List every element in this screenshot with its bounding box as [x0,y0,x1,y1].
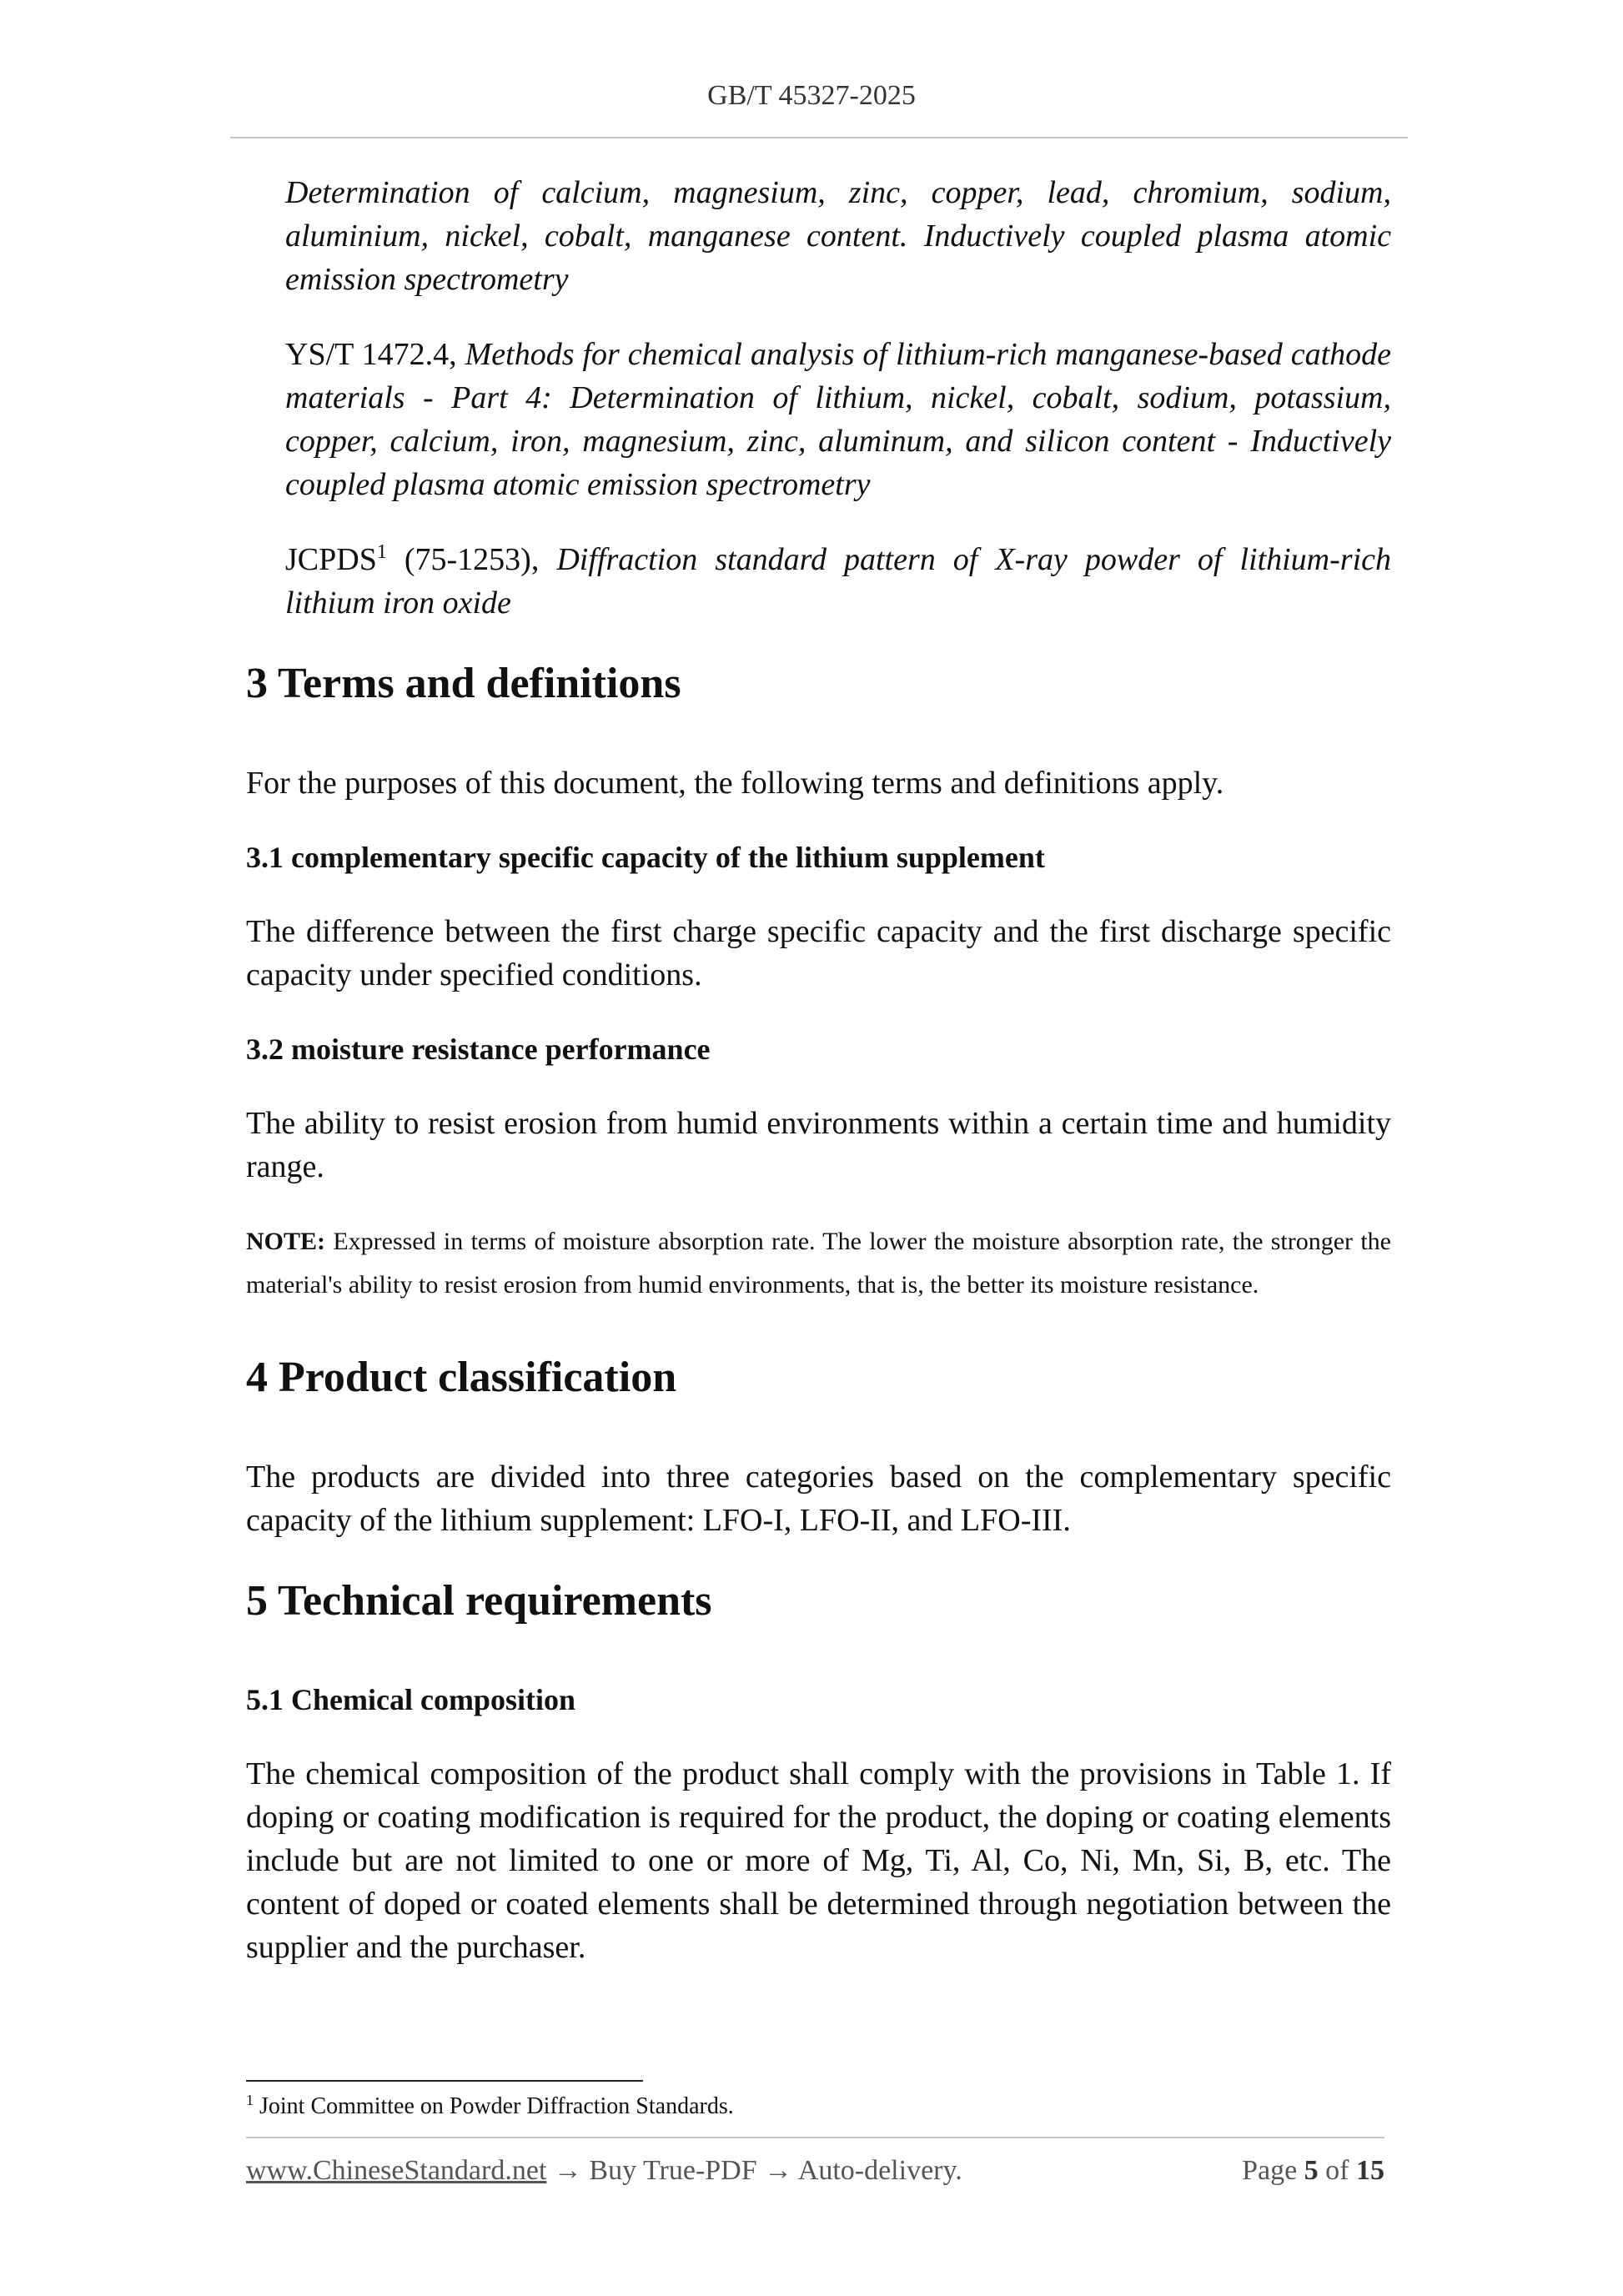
section-5-heading: 5 Technical requirements [246,1577,712,1625]
of-label: of [1325,2155,1349,2186]
section-4-text: The products are divided into three categories based on the complementary specific capacity of the lithium supplement: LFO-I, LFO-II, and LFO-III. [246,1459,1391,1538]
reference-title: Methods for chemical analysis of lithium-rich manganese-based cathode materials - Part 4: Determination of lithium, nickel, cobalt, sodium, potassium, copper, calcium, iron, magnesium, zinc, aluminum, and silicon content - Inductively coupled plasma atomic emission spectrometry [285,337,1392,502]
term-3-1-heading: 3.1 complementary specific capacity of the lithium supplement [246,841,1045,874]
footnote-text: Joint Committee on Powder Diffraction Standards. [259,2093,734,2119]
reference-code: YS/T 1472.4, [285,337,457,372]
footnote-marker[interactable]: 1 [376,541,387,563]
site-link[interactable]: www.ChineseStandard.net [246,2155,547,2186]
page-total: 15 [1356,2155,1384,2186]
note-label: NOTE: [246,1228,326,1255]
reference-title: Determination of calcium, magnesium, zinc, copper, lead, chromium, sodium, aluminium, nickel, cobalt, manganese content. Inductively coupled plasma atomic emission spectrometry [285,175,1391,297]
footnote-divider [246,2080,643,2082]
reference-title: Diffraction standard pattern of X-ray powder of lithium-rich lithium iron oxide [285,542,1391,620]
buy-text: Buy True-PDF [589,2155,757,2186]
page-number: 5 [1304,2155,1319,2186]
section-5-1-heading: 5.1 Chemical composition [246,1683,575,1716]
section-3-heading: 3 Terms and definitions [246,660,681,707]
reference-code-rest: (75-1253), [404,542,540,577]
document-body [246,171,1391,2001]
footer-divider [246,2137,1384,2138]
note-text: Expressed in terms of moisture absorption rate. The lower the moisture absorption rate, the stronger the material's ability to resist erosion from humid environments, that is, the better its moisture resistance. [246,1228,1391,1299]
term-3-2-heading: 3.2 moisture resistance performance [246,1032,711,1066]
section-4-heading: 4 Product classification [246,1354,677,1401]
delivery-text: Auto-delivery. [797,2155,962,2186]
reference-entry [285,538,1391,625]
term-3-2-definition: The ability to resist erosion from humid environments within a certain time and humidity range. [246,1106,1391,1184]
footer-left [246,2155,962,2187]
header-divider [230,137,1408,138]
page-indicator [1242,2155,1384,2187]
page-footer [246,2155,1384,2187]
note [246,1220,1391,1307]
section-3-intro: For the purposes of this document, the following terms and definitions apply. [246,766,1224,801]
page-header-title: GB/T 45327-2025 [707,80,916,111]
arrow-icon: → [553,2155,582,2186]
reference-entry [285,333,1391,506]
section-5-1-text: The chemical composition of the product shall comply with the provisions in Table 1. If doping or coating modification is required for the product, the doping or coating elements include but are not limited to one or more of Mg, Ti, Al, Co, Ni, Mn, Si, B, etc. The content of doped or coated elements shall be determined through negotiation between the supplier and the purchaser. [246,1756,1391,1965]
footnote-number: 1 [246,2092,254,2108]
arrow-icon: → [764,2155,793,2186]
page-label: Page [1242,2155,1298,2186]
footnote [246,2090,734,2123]
term-3-1-definition: The difference between the first charge specific capacity and the first discharge specific capacity under specified conditions. [246,914,1391,992]
reference-code: JCPDS [285,542,377,577]
reference-entry [285,171,1391,301]
